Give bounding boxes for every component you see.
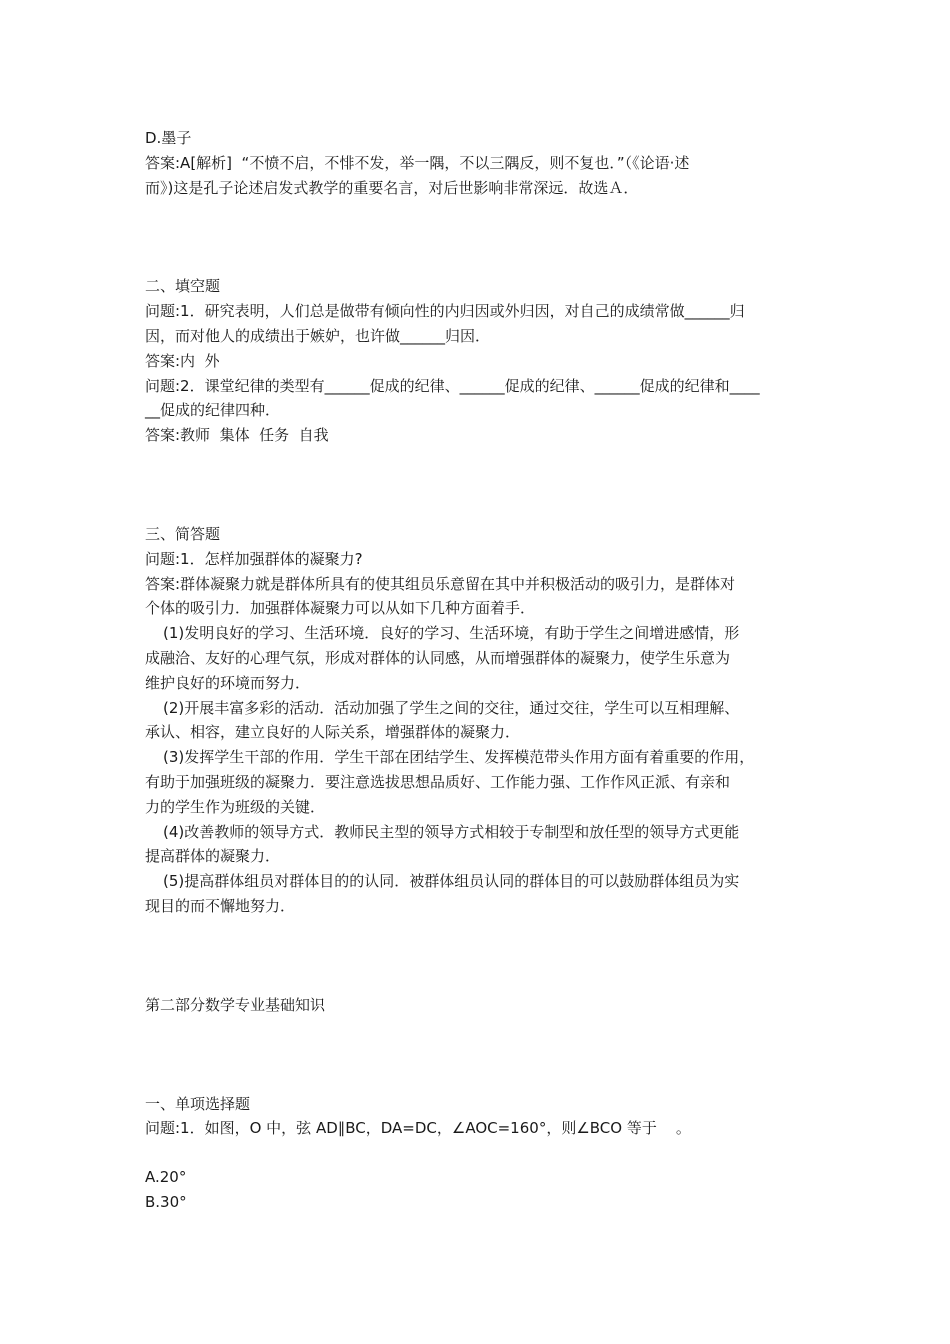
answer-point-line: (3)发挥学生干部的作用．学生干部在团结学生、发挥模范带头作用方面有着重要的作用，: [163, 748, 755, 767]
section-heading-fill-blank: 二、填空题: [145, 277, 221, 296]
question-line: __促成的纪律四种．: [145, 401, 281, 420]
answer-point-line: (4)改善教师的领导方式．教师民主型的领导方式相较于专制型和放任型的领导方式更能: [163, 822, 740, 841]
question-line: 问题:2．课堂纪律的类型有______促成的纪律、______促成的纪律、______促成的纪律和____: [145, 376, 760, 395]
answer-line: 而》)这是孔子论述启发式教学的重要名言，对后世影响非常深远．故选Ａ．: [145, 178, 639, 197]
answer-line: 答案:教师 集体 任务 自我: [145, 426, 329, 445]
answer-point-line: 力的学生作为班级的关键．: [145, 797, 326, 816]
answer-line: 答案:内 外: [145, 351, 220, 370]
option-a: A.20°: [145, 1168, 187, 1187]
answer-point-line: 承认、相容，建立良好的人际关系，增强群体的凝聚力．: [145, 723, 521, 742]
answer-point-line: 成融洽、友好的心理气氛，形成对群体的认同感，从而增强群体的凝聚力，使学生乐意为: [145, 648, 731, 667]
answer-point-line: (5)提高群体组员对群体目的的认同．被群体组员认同的群体目的可以鼓励群体组员为实: [163, 872, 740, 891]
answer-point-line: 有助于加强班级的凝聚力．要注意选拔思想品质好、工作能力强、工作作风正派、有亲和: [145, 772, 731, 791]
section-heading-short-answer: 三、简答题: [145, 524, 221, 543]
question-line: 问题:1．怎样加强群体的凝聚力?: [145, 549, 363, 568]
answer-point-line: 维护良好的环境而努力．: [145, 673, 311, 692]
spacer: [145, 919, 815, 993]
question-line: 问题:1．研究表明，人们总是做带有倾向性的内归因或外归因，对自己的成绩常做______归: [145, 302, 745, 321]
option-b: B.30°: [145, 1192, 187, 1211]
spacer: [145, 1141, 815, 1165]
answer-point-line: (2)开展丰富多彩的活动．活动加强了学生之间的交往，通过交往，学生可以互相理解、: [163, 698, 740, 717]
spacer: [145, 200, 815, 274]
answer-line: 答案:群体凝聚力就是群体所具有的使其组员乐意留在其中并积极活动的吸引力，是群体对: [145, 574, 736, 593]
answer-point-line: (1)发明良好的学习、生活环境．良好的学习、生活环境，有助于学生之间增进感情，形: [163, 624, 740, 643]
question-line: 问题:1．如图，O 中，弦 AD∥BC，DA=DC，∠AOC=160°，则∠BCO 等于 。: [145, 1119, 691, 1138]
question-line: 因，而对他人的成绩出于嫉妒，也许做______归因．: [145, 326, 491, 345]
answer-line: 答案:A[解析] “不愤不启，不悱不发，举一隅，不以三隅反，则不复也．”（《论语·述: [145, 153, 690, 172]
answer-point-line: 提高群体的凝聚力．: [145, 847, 281, 866]
document-page: [145, 126, 815, 1215]
spacer: [145, 1018, 815, 1092]
section-heading-single-choice: 一、单项选择题: [145, 1094, 251, 1113]
part-title: 第二部分数学专业基础知识: [145, 995, 326, 1014]
option-d: D.墨子: [145, 129, 192, 147]
answer-line: 个体的吸引力．加强群体凝聚力可以从如下几种方面着手．: [145, 599, 536, 618]
spacer: [145, 448, 815, 522]
answer-point-line: 现目的而不懈地努力．: [145, 896, 296, 915]
